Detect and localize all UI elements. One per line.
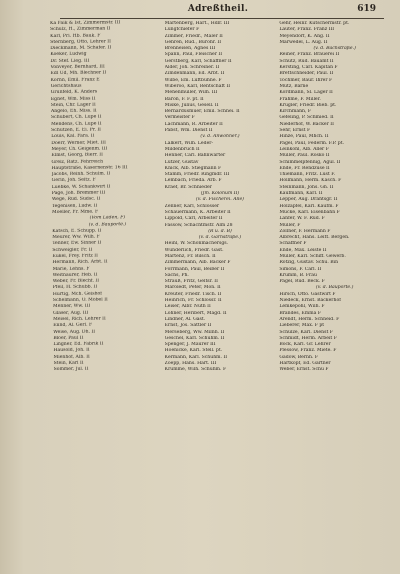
directory-entry: Schimmelpfennig, Agul. II [279,159,341,165]
directory-entry: Meyendorf, K. Ang. II [279,33,330,39]
directory-entry: Thiemann, Fritz. Lust F. [279,172,336,178]
directory-entry: Plessow, Franz. Miete. F [279,348,337,354]
directory-entry: Zimmermann, Alb. Bäcker F [164,260,231,266]
directory-entry: Baron, F. F. pt. II [164,96,204,102]
directory-entry: Pabst, Wm. Dienst II [164,128,213,134]
directory-entry: Schulze, Karl. Dienst F [279,329,333,335]
directory-entry: Ende, Max. Leiste II [279,247,327,253]
directory-entry: Spenger, J. Maurer III [164,342,216,348]
directory-entry: Hollmann, Herm. Kasch. F [279,178,342,184]
directory-entry: (Jm. Kolonum II) [200,191,240,197]
directory-entry: (v. d. Bauporte.) [88,221,127,228]
directory-entry: Mienhof, Alb. II [53,354,90,360]
directory-entry: Martenberg, Hart., Hdlr. III [164,21,230,26]
directory-entry: (R u. d. B) [208,228,232,234]
directory-entry: Grunfeld, K. Anders [50,89,98,96]
directory-entry: Brettschneider, Paul. II [279,71,334,77]
directory-entry: Dr. Stef. Lieg. III [50,58,90,64]
directory-entry: Krumme, Wilh. Schuhm. F [164,367,227,373]
directory-entry: Merseberg, Ww. Milnh. II [164,329,225,335]
directory-entry: Doerr, Werner, Miet. III [51,140,106,146]
directory-entry: Wiberoo, Karl, Rentschaft II [164,83,231,89]
directory-entry: Holzapfel, Karl. Kaufm. F [279,203,339,209]
directory-entry: Schulz, H., Zimmerman II [50,26,111,33]
directory-entry: Katsch, E. Schupp. II [52,228,102,234]
directory-entry: Pagel, Paul, Federm. F.P. pt. [279,140,345,146]
directory-entry: Hoenicke, Karl. Stell. pt. [164,348,223,354]
directory-entry: Jacobs, Reinh. Schulm. II [51,171,111,178]
directory-entry: Kermann, Karl. Schuhm. II [164,354,228,360]
directory-entry: Zenner, Karl, Schlosser [164,203,220,209]
header-rule [60,18,384,19]
directory-entry: (v. d. Bauporte.) [315,285,354,291]
directory-entry: Henner, Carl. Bahnwärter [164,153,226,159]
column-right [279,21,390,568]
directory-entry: Schweigler, Fr. II [52,247,93,253]
directory-entry: Ka Faik & Ist, Zimmermstr. III [50,20,121,26]
directory-entry: Vermeister F [164,115,195,121]
directory-entry: Lachmann, R. Arbeiter II [164,121,223,127]
directory-entry: Zimdenmann, Ed. Arbt. II [164,71,225,77]
directory-entry: Pfeil, H. Schubb. II [52,284,98,291]
directory-entry: (v. d. Anwohner.) [200,134,240,140]
directory-entry: Wege, Rud. Sudsc. II [51,196,101,203]
directory-entry: Hermann, Rich. Arbt. II [52,259,108,266]
directory-entry: Hausold, Joh. II [53,348,90,354]
directory-entry: Elmst, Georg, Bierr. II [51,152,103,159]
directory-entry: Reiner, Franz. Brauerei II [279,52,340,58]
directory-entry: Krumm, B. Frau [279,272,317,278]
directory-entry: Lauter, Franz. Franz III [279,27,335,33]
directory-entry: Bloer, Paul II [53,335,84,341]
directory-entry: Sachs, Ph. [164,272,189,278]
directory-entry: Kordmann, Sl. Lager II [279,90,333,96]
directory-entry: Koeker, Ludwig [50,52,87,58]
directory-entry: Tenner, Ew. Sinner II [52,240,102,247]
directory-entry: Martenz, Fr. Bilsch. II [164,253,216,259]
directory-entry: Meisel, Rich. Lehrer II [53,316,106,322]
directory-entry: Heinrich, Fr. Schlossr. II [164,298,222,304]
directory-entry: Lungfchiefer F [164,27,200,33]
directory-entry: Gehren, Rud., Bürohr. II [164,39,222,45]
directory-entry: Lanfer, W. F. Rud. F [279,216,325,222]
directory-entry: Mehenmüller, Wilh. III [164,90,218,96]
directory-entry: Leiser, Albr. Nuth II [164,304,211,310]
directory-entry: Rotzig, Gustav. Schu. Bin [279,260,339,266]
directory-entry: Greiz, Ratz. Fehrreich [51,158,104,165]
directory-entry: Krügler, Friedr. Bieb. pt. [279,102,337,108]
directory-entry: Lieberer, Max. F pt [279,323,325,329]
directory-entry: Bock, Karl. Gr. Lehrer [279,342,331,348]
directory-entry: Simons, F. Carl. II [279,266,322,272]
directory-entry: Niederhof, W. Bäcker II [279,121,334,127]
directory-entry: Gerin, Joh. Seltz. F [51,177,96,184]
directory-entry: Forrmann, Paul, Beißer II [164,266,225,272]
directory-entry: Lembach, Frieda. Arb. F [164,178,222,184]
directory-entry: Wilbe, Em. Lüftbühne. F [164,77,222,83]
directory-entry: Menner, Ww. III [52,303,91,310]
directory-entry: Heinl, W. Schönmachersgs. [164,241,229,247]
directory-entry: (Vom Laden, F) [89,215,126,221]
directory-entry: (v. d. Bachstraße.) [313,46,356,52]
directory-entry: Müller, F [279,222,301,228]
directory-entry: Ende, Fr. Rendzuse II [279,165,330,171]
directory-entry: Zoepp, Hans. Hart. III [164,361,217,367]
directory-entry: Miske, Julius, Gesell. II [164,102,219,108]
directory-entry: Mildenbruch II [164,146,200,152]
column-middle [165,21,276,568]
directory-entry: Glaser, Aug. III [53,310,89,316]
directory-entry: Page, Joh. Bremmer III [51,190,106,197]
directory-entry: Meurer, Ww. Wilh. F [52,234,100,241]
directory-entry: Kersting, Carl. Kapitän F [279,65,338,71]
directory-entry: Angelo, Eh. Miss. II [50,108,97,115]
directory-entry: Moeller, Fr. Mme. F [51,209,99,215]
directory-entry: Brenneisen, Agnes III [164,46,216,52]
directory-entry: Leinkohl, Alb. Aller F [279,146,329,152]
directory-entry: Bernardusmuer, Emil. Schnei. II [164,109,240,115]
directory-entry: Schelmann, O. Möbel II [52,297,108,304]
directory-entry: Weise, Aug. Dh. II [53,329,96,335]
directory-entry: Lemkepohl, Wilh. F [279,304,325,310]
directory-entry: Marie, Lehns. F [52,266,90,272]
column-left [50,20,166,568]
directory-entry: Weber, Ernst. Schu F [279,367,329,373]
directory-entry: Hauptstraße, Kasernenstr. 16 III [51,165,128,171]
directory-entry: Schauermann, K. Arbeiter II [164,209,231,215]
directory-entry: Ennd, Al. Gerl. F [53,322,93,329]
directory-entry: (v. d. Fischerei. Alle) [196,197,244,203]
directory-entry: Pagel, Rud. Beck. F [279,279,325,285]
directory-entry: Hartkopf, Ed. Gärtner [279,361,331,367]
directory-entry: Louis, Kal. Fara. II [51,133,95,140]
directory-entry: Gehr, Heinr. Kutschermstr. pt. [279,21,350,26]
directory-entry: Schmidt, Herm. Arbeit F [279,335,337,341]
directory-entry: Strauß, Fritz, Geltsr. II [164,279,218,285]
directory-entry: Knick, Alb. Stiegmann F [164,165,222,171]
directory-entry: Gerichtshaus [50,83,82,89]
directory-entry: Egnet, Wm. Miss II [50,96,96,102]
directory-entry: Kreuter, Friedr. Tisch. II [164,291,222,297]
directory-entry: Edl Ud, Mh. Blechner II [50,70,107,77]
directory-entry: Hurtig, Mch. Geishof [52,291,103,297]
directory-entry: Lindner, Al. Gast. [164,316,206,322]
directory-entry: Kornn, Emil. Franz E [50,77,100,83]
directory-entry: Hinze, Paul, Mhch. II [279,134,329,140]
directory-entry: Gadow, Bernh. F [279,354,319,360]
directory-entry: Müller, Karl. Schiff. Gewerb. [279,253,346,259]
directory-entry: Frahme, F. Miller. [279,96,321,102]
directory-entry: Geschel, Karl. Schuhm. II [164,335,225,341]
directory-entry: Steinmann, Johs. Gh. II [279,184,334,190]
directory-entry: Lippold, Carl, Arbeiter II [164,216,223,222]
directory-entry: Schubert, Ch. Lupe II [50,114,102,121]
directory-entry: Fassow, Schachtmstr. Alm 28 [164,222,233,228]
directory-entry: Karl, Pri. Hb. Bauk. F [50,33,101,39]
directory-columns [50,21,390,568]
directory-entry: Kraef, Br. Schnieder [164,184,212,190]
directory-entry: Mendens, Ch. Lupe II [51,121,102,127]
directory-entry: Gerstberg, Karl, Schaffner II [164,58,232,64]
directory-entry: Luebke, W. Schankwirt II [51,184,111,190]
directory-entry: Meyer, Ch. Geigenm. III [51,146,108,152]
directory-entry: Kaufmann, Karl. II [279,191,323,197]
directory-entry: Mücke, Karl. Eisenbahn F [279,209,340,215]
directory-entry: Tochmer, Baur. Ihrer F [279,77,333,83]
directory-entry: Sehr, Ernst F [279,128,311,134]
directory-entry: Vonveyer, Bernhard, III [50,64,105,71]
directory-entry: Albrecht, Hans. Leitt. Bergen. [279,235,350,241]
directory-entry: Lützer, Gustav [164,159,199,165]
directory-entry: Niedeck, Ernst. Bäckerhof [279,298,341,304]
running-header [60,4,376,18]
directory-entry: Wunderlich, Friedr. Gast. [164,247,224,253]
directory-entry: Lalkert, Wilh. Leder- [164,140,214,146]
directory-entry: Eukel, Frey. Fritz II [52,253,98,259]
directory-entry: Hirsch, Otto. Gastwirt F [279,291,336,297]
directory-entry: Gefeling, P. Schmied. II [279,115,334,121]
directory-entry: Ernst, Jos. Sattler II [164,323,212,329]
directory-entry: (v. d. Garnstraße.) [198,235,242,241]
directory-entry: Müller, Paul. Rosko II [279,153,330,159]
directory-entry: Alder, Joh. Schreiner. II [164,65,220,71]
directory-entry: Dieckmann, M. Schäfer. II [50,45,112,52]
directory-entry: Lingner, Ed. Fabrik II [53,341,104,348]
directory-entry: Maroledt, Peter, Mon. II [164,285,221,291]
directory-entry: Lohner, Heribert, Magd. II [164,310,227,316]
directory-entry: Stein, Karl II [53,360,84,367]
directory-entry: Lepper, Aug. Drahtsgr. II [279,197,338,203]
page-title: Adreßtheil. [187,4,249,14]
directory-entry: Brandes, Emma F [279,310,322,316]
directory-entry: Stein, Chr. Lager II [50,102,96,108]
directory-entry: Zimmer, Friedr., Maler II [164,33,223,39]
directory-entry: Kirchmann, F [279,109,312,115]
directory-entry: Marwedel, L. Aug. II [279,39,328,45]
directory-entry: Mutz, Barne [279,83,309,89]
directory-entry: Schaffner F [279,241,307,247]
directory-entry: Zollner, F. Hermann F [279,228,331,234]
directory-entry: Sommer, Jul. II [53,366,89,373]
directory-entry: Weitnaurer, Heb. II [52,272,98,278]
directory-entry: Stamm, Friedr. Ringmdr. III [164,172,230,178]
page-number: 619 [357,4,376,14]
directory-entry: Weber, Fr. Blechf. II [52,278,100,285]
directory-entry: Sternberg, Otto, Lehrer II [50,39,111,45]
directory-entry: Schutzen, E. Ei. Pr. II [51,127,102,134]
directory-entry: Tegenisen, Ludw. II [51,203,98,209]
directory-entry: Spann, Paul, Fleischer II [164,52,223,58]
directory-entry: Arendt, Herm. Schneid. F [279,316,340,322]
directory-entry: Schütz, Rud. Bauamt II [279,58,334,64]
